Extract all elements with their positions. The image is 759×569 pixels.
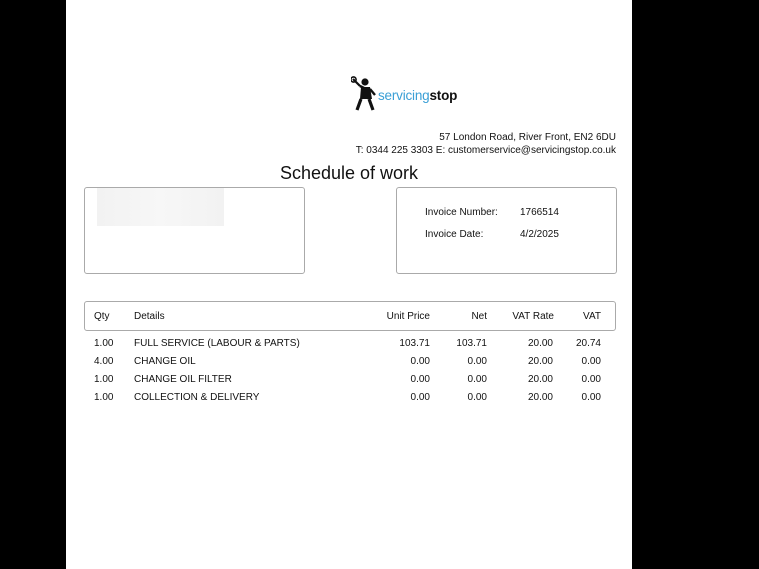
row-qty: 1.00 [94, 374, 114, 385]
table-row [84, 356, 614, 370]
mechanic-with-wrench-icon [351, 75, 377, 116]
row-net: 0.00 [467, 356, 487, 367]
company-address: 57 London Road, River Front, EN2 6DU [439, 132, 616, 143]
row-vat: 0.00 [581, 374, 601, 385]
invoice-date-label: Invoice Date: [425, 229, 484, 240]
row-vat: 0.00 [581, 356, 601, 367]
invoice-details-box [396, 187, 617, 274]
row-vat: 0.00 [581, 392, 601, 403]
invoice-number: 1766514 [520, 207, 559, 218]
redacted-customer-info [97, 188, 224, 226]
company-logo [351, 76, 457, 114]
header-unit-price: Unit Price [386, 311, 430, 322]
row-details: COLLECTION & DELIVERY [134, 392, 260, 403]
row-net: 0.00 [467, 392, 487, 403]
header-net: Net [471, 311, 487, 322]
page-title: Schedule of work [279, 163, 419, 183]
row-unit-price: 0.00 [410, 374, 430, 385]
row-details: FULL SERVICE (LABOUR & PARTS) [134, 338, 300, 349]
header-qty: Qty [94, 311, 110, 322]
table-header [84, 301, 616, 331]
row-vat-rate: 20.00 [527, 356, 553, 367]
company-address-block [356, 131, 616, 157]
row-qty: 1.00 [94, 392, 114, 403]
header-vat: VAT [583, 311, 601, 322]
row-net: 0.00 [467, 374, 487, 385]
row-qty: 4.00 [94, 356, 114, 367]
header-vat-rate: VAT Rate [512, 311, 554, 322]
row-vat: 20.74 [575, 338, 601, 349]
row-net: 103.71 [456, 338, 487, 349]
row-unit-price: 103.71 [399, 338, 430, 349]
row-qty: 1.00 [94, 338, 114, 349]
row-vat-rate: 20.00 [527, 392, 553, 403]
table-row [84, 392, 614, 406]
table-row [84, 338, 614, 352]
company-contact: T: 0344 225 3303 E: customerservice@servicingstop.co.uk [355, 145, 616, 156]
row-unit-price: 0.00 [410, 356, 430, 367]
customer-address-box [84, 187, 305, 274]
table-row [84, 374, 614, 388]
header-details: Details [134, 311, 165, 322]
row-details: CHANGE OIL FILTER [134, 374, 232, 385]
logo-wordmark: servicingstop [378, 87, 458, 103]
invoice-page [66, 0, 632, 569]
row-details: CHANGE OIL [134, 356, 196, 367]
row-vat-rate: 20.00 [527, 338, 553, 349]
row-unit-price: 0.00 [410, 392, 430, 403]
invoice-number-label: Invoice Number: [425, 207, 498, 218]
row-vat-rate: 20.00 [527, 374, 553, 385]
invoice-date: 4/2/2025 [520, 229, 559, 240]
